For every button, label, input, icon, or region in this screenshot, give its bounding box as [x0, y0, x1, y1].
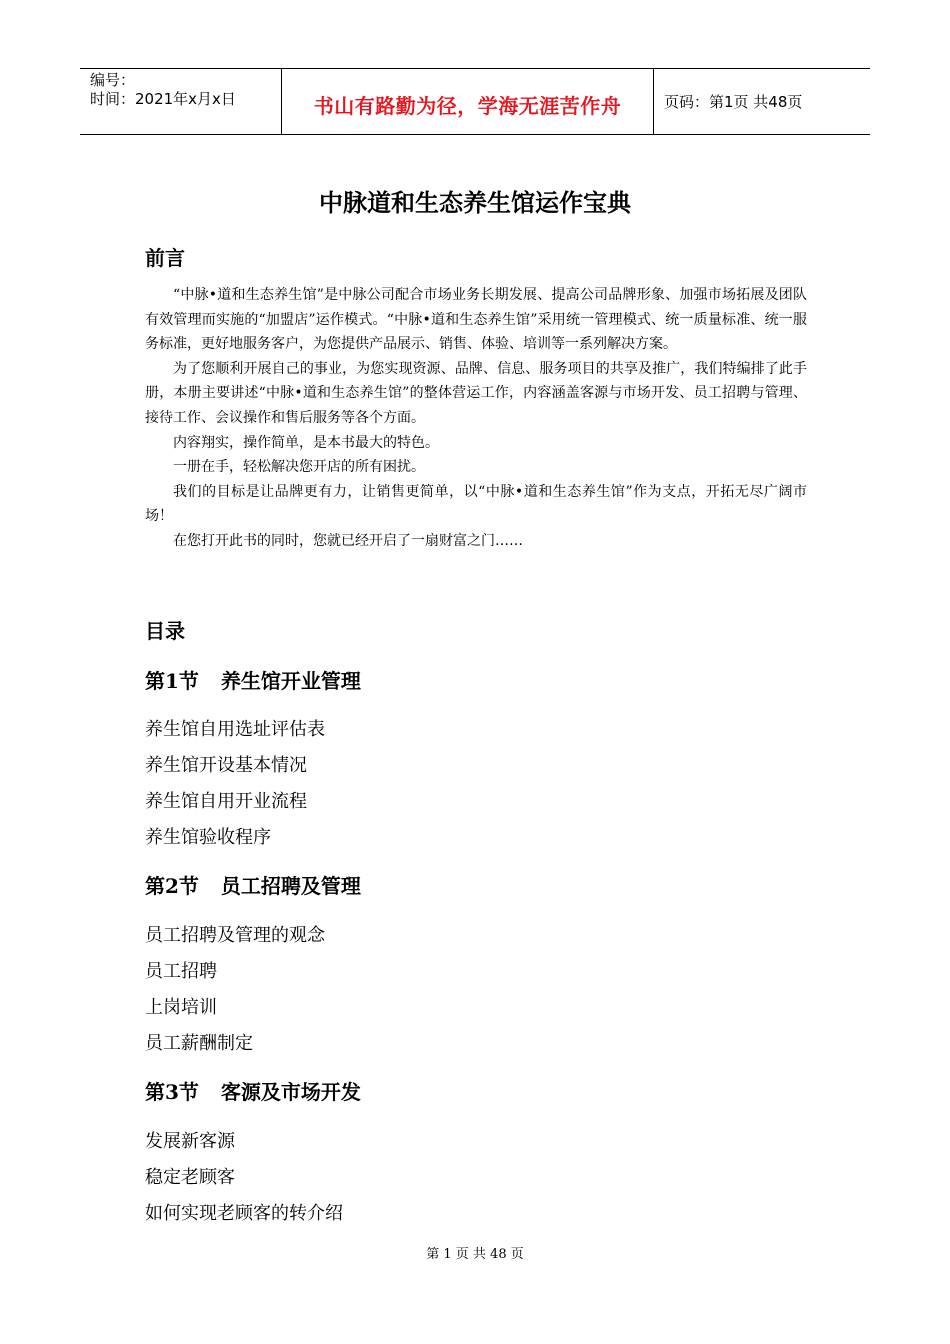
toc-item[interactable]: 员工招聘及管理的观念	[145, 925, 325, 946]
toc-item[interactable]: 上岗培训	[145, 997, 217, 1018]
preface-paragraph: 一册在手，轻松解决您开店的所有困扰。	[173, 459, 425, 476]
toc-item[interactable]: 员工招聘	[145, 961, 217, 982]
motto-text: 书山有路勤为径，学海无涯苦作舟	[313, 94, 622, 118]
toc-item[interactable]: 养生馆开设基本情况	[145, 755, 307, 776]
toc-item[interactable]: 养生馆验收程序	[145, 827, 271, 848]
preface-body	[145, 283, 807, 554]
toc-item[interactable]: 养生馆自用开业流程	[145, 791, 307, 812]
chapter-title: 养生馆开业管理	[220, 669, 361, 693]
header-meta-cell	[80, 69, 282, 134]
chapter-number: 第3节	[145, 1080, 199, 1104]
toc-chapter-3[interactable]	[145, 1078, 361, 1106]
preface-paragraph: 我们的目标是让品牌更有力，让销售更简单，以“中脉•道和生态养生馆”作为支点，开拓无尽广阔市场！	[145, 483, 807, 525]
toc-item[interactable]: 养生馆自用选址评估表	[145, 719, 325, 740]
preface-paragraph: 内容翔实，操作简单，是本书最大的特色。	[173, 434, 439, 451]
toc-heading: 目录	[145, 619, 185, 643]
preface-paragraph: 为了您顺利开展自己的事业，为您实现资源、品牌、信息、服务项目的共享及推广，我们特编排了此手册，本册主要讲述“中脉•道和生态养生馆”的整体营运工作，内容涵盖客源与市场开发、员工招聘与管理、接待工作、会议操作和售后服务等各个方面。	[145, 360, 807, 426]
header-motto-cell	[282, 69, 654, 134]
preface-heading: 前言	[145, 246, 185, 270]
chapter-number: 第1节	[145, 669, 199, 693]
toc-item[interactable]: 如何实现老顾客的转介绍	[145, 1203, 343, 1224]
page-info: 页码：第1页 共48页	[664, 93, 803, 111]
page-footer: 第 1 页 共 48 页	[426, 1247, 524, 1262]
chapter-number: 第2节	[145, 874, 199, 898]
document-header	[80, 68, 870, 135]
toc-item[interactable]: 发展新客源	[145, 1131, 235, 1152]
toc-chapter-1[interactable]	[145, 667, 361, 695]
header-page-cell	[654, 69, 870, 134]
chapter-title: 客源及市场开发	[220, 1080, 361, 1104]
preface-paragraph: “中脉•道和生态养生馆”是中脉公司配合市场业务长期发展、提高公司品牌形象、加强市场拓展及团队有效管理而实施的“加盟店”运作模式。“中脉•道和生态养生馆”采用统一管理模式、统一质量标准、统一服务标准，更好地服务客户，为您提供产品展示、销售、体验、培训等一系列解决方案。	[145, 287, 807, 353]
preface-paragraph: 在您打开此书的同时，您就已经开启了一扇财富之门……	[173, 532, 523, 549]
toc-chapter-2[interactable]	[145, 872, 361, 900]
toc-item[interactable]: 员工薪酬制定	[145, 1033, 253, 1054]
chapter-title: 员工招聘及管理	[220, 874, 361, 898]
date-label: 时间：2021年x月x日	[90, 90, 236, 108]
number-label: 编号：	[90, 71, 136, 89]
document-title: 中脉道和生态养生馆运作宝典	[319, 189, 631, 217]
toc-item[interactable]: 稳定老顾客	[145, 1167, 235, 1188]
